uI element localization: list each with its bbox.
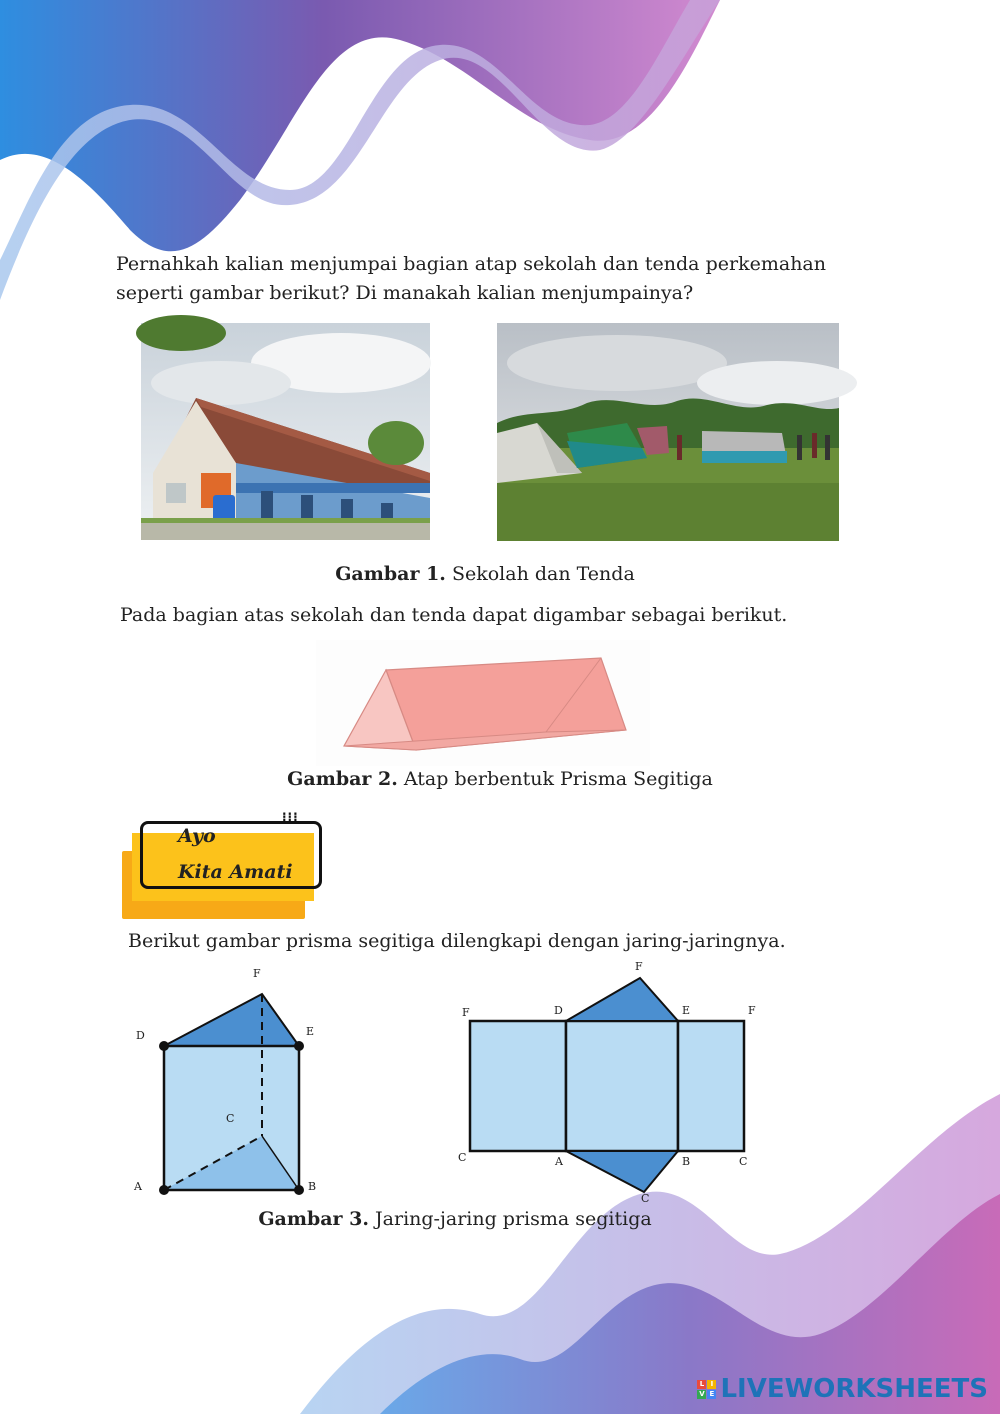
brand-mark-letter: V <box>699 1389 705 1398</box>
brand-mark-letter: L <box>697 1380 706 1389</box>
intro-paragraph <box>116 250 826 308</box>
net-label-F-left: F <box>462 1006 470 1019</box>
triangular-prism-net-figure <box>452 956 772 1205</box>
liveworksheets-mark-icon <box>697 1380 716 1399</box>
net-label-A: A <box>555 1155 563 1168</box>
net-label-B: B <box>682 1155 691 1168</box>
figure-3-caption-label: Gambar 3. <box>258 1208 370 1230</box>
figure-1-caption-text: Sekolah dan Tenda <box>445 563 635 585</box>
net-label-D: D <box>554 1004 563 1017</box>
solid-label-C: C <box>226 1112 235 1125</box>
triangular-prism-solid-figure <box>128 960 328 1200</box>
solid-label-D: D <box>136 1029 145 1042</box>
solid-label-E: E <box>306 1025 315 1038</box>
net-label-C-right: C <box>739 1155 748 1168</box>
solid-label-A: A <box>134 1180 142 1193</box>
intro-line-1: Pernahkah kalian menjumpai bagian atap sekolah dan tenda perkemahan <box>116 253 826 275</box>
liveworksheets-logo <box>697 1374 988 1404</box>
badge-line-2: Kita Amati <box>178 861 293 883</box>
badge-line-1: Ayo <box>178 825 216 847</box>
brand-mark-letter: I <box>707 1380 716 1389</box>
figure-3-caption <box>0 1208 955 1230</box>
figure-3-caption-text: Jaring-jaring prisma segitiga <box>369 1208 652 1230</box>
solid-label-B: B <box>308 1180 317 1193</box>
solid-label-F: F <box>253 967 261 980</box>
ayo-kita-amati-badge <box>120 805 330 925</box>
figure-2-caption <box>0 768 1000 790</box>
badge-dots-icon: ⁝⁝⁝ <box>282 810 299 824</box>
tent-photo <box>497 323 839 541</box>
figure-1-caption <box>0 563 985 585</box>
liveworksheets-wordmark: LIVEWORKSHEETS <box>720 1374 988 1404</box>
triangular-prism-roof-figure <box>316 640 650 766</box>
figure-2-caption-label: Gambar 2. <box>287 768 398 790</box>
brand-mark-letter: E <box>707 1390 716 1399</box>
net-label-F-top: F <box>635 960 643 973</box>
net-label-C-bottom: C <box>641 1192 650 1205</box>
net-description: Berikut gambar prisma segitiga dilengkapi dengan jaring-jaringnya. <box>128 930 786 952</box>
net-label-C-left: C <box>458 1151 467 1164</box>
net-label-F-right: F <box>748 1004 756 1017</box>
net-label-E: E <box>682 1004 691 1017</box>
roof-description: Pada bagian atas sekolah dan tenda dapat digambar sebagai berikut. <box>120 604 788 626</box>
figure-1-caption-label: Gambar 1. <box>335 563 446 585</box>
school-photo <box>141 323 430 540</box>
figure-2-caption-text: Atap berbentuk Prisma Segitiga <box>397 768 713 790</box>
intro-line-2: seperti gambar berikut? Di manakah kalian menjumpainya? <box>116 282 694 304</box>
